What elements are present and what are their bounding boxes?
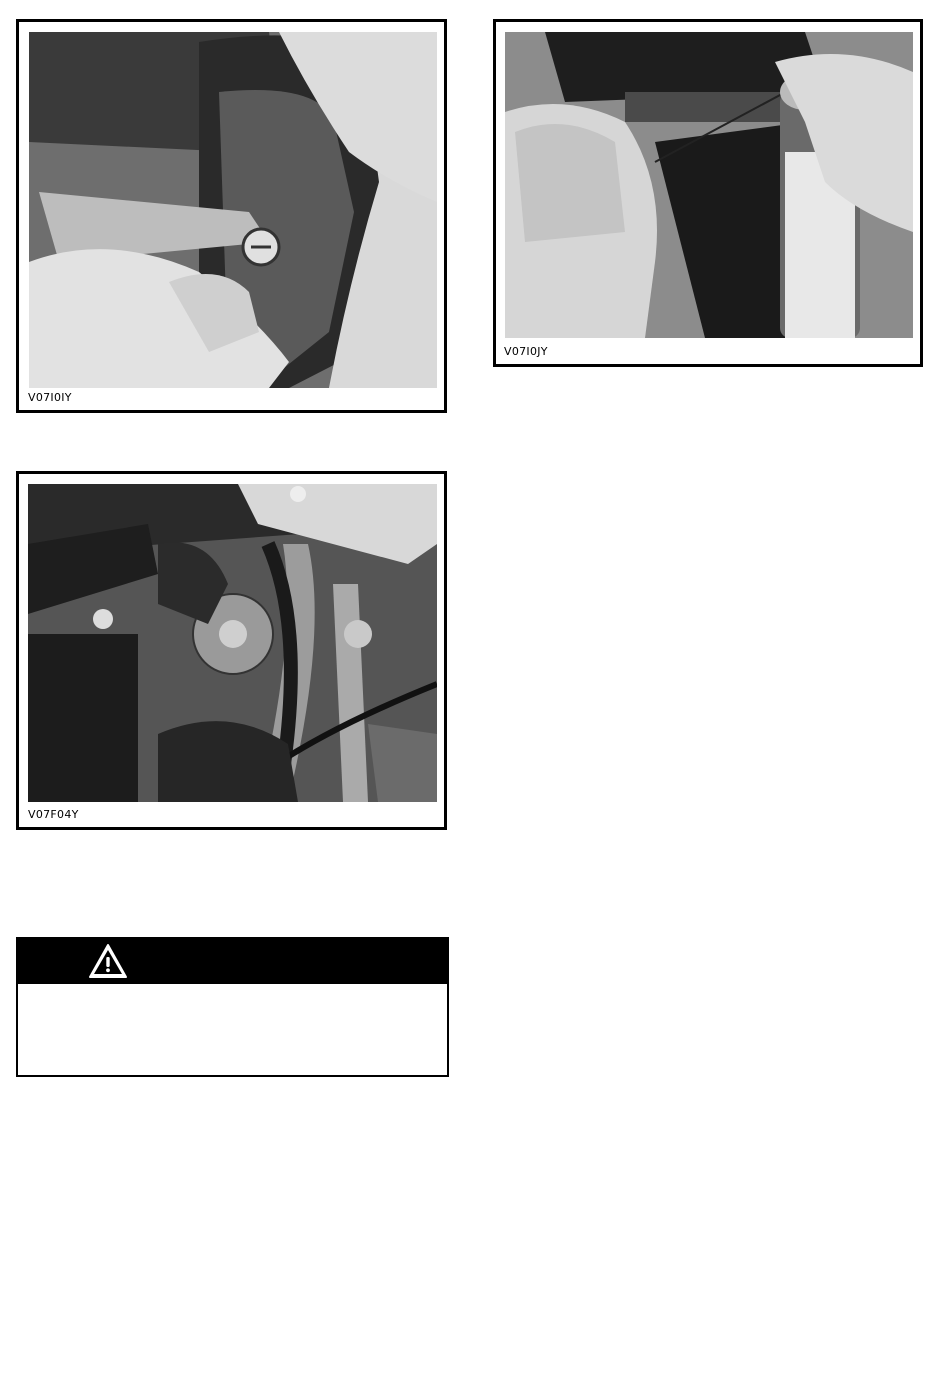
figure-engine-compartment <box>16 471 447 830</box>
figure-spray-lubricant <box>493 19 923 367</box>
warning-triangle-icon <box>88 942 128 980</box>
warning-header-bar <box>18 939 447 984</box>
photo-ground-wire <box>29 32 437 388</box>
photo-engine-compartment <box>28 484 437 802</box>
figure-ground-wire-removal <box>16 19 447 413</box>
figure-caption: V07I0JY <box>504 345 548 358</box>
figure-caption: V07F04Y <box>28 808 79 821</box>
warning-box <box>16 937 449 1077</box>
figure-caption: V07I0IY <box>28 391 72 404</box>
photo-spray-lubricant <box>505 32 913 338</box>
